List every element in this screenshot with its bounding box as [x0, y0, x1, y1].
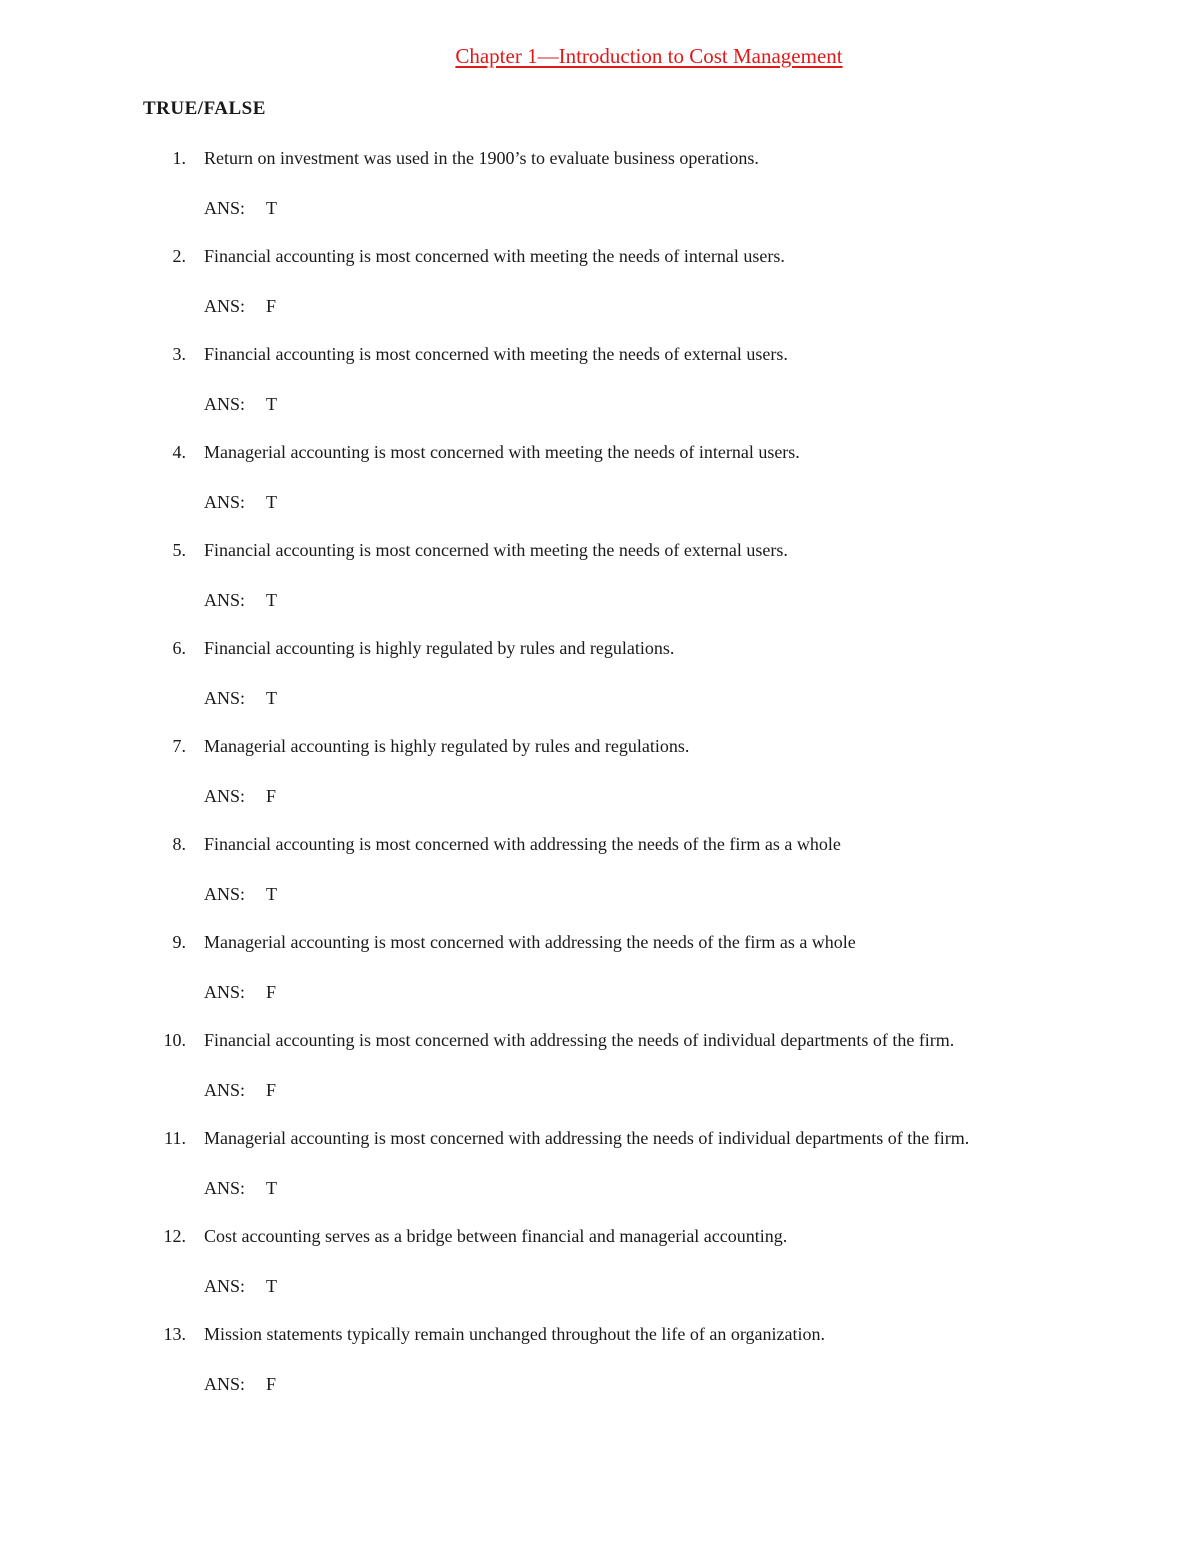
question-text: Financial accounting is most concerned with addressing the needs of individual departments of the firm. — [204, 1030, 955, 1050]
answer-label: ANS: — [204, 296, 246, 316]
question-number: 13. — [163, 1324, 186, 1344]
question-row — [0, 636, 1200, 661]
answer-label: ANS: — [204, 1080, 246, 1100]
answer-line — [204, 490, 1200, 515]
answer-label: ANS: — [204, 786, 246, 806]
question-row — [0, 832, 1200, 857]
answer-label: ANS: — [204, 492, 246, 512]
question-number: 8. — [172, 834, 186, 854]
question-row — [0, 734, 1200, 759]
question-item — [0, 342, 1200, 417]
answer-line — [204, 1372, 1200, 1397]
answer-label: ANS: — [204, 394, 246, 414]
section-heading: TRUE/FALSE — [143, 98, 266, 119]
question-row — [0, 342, 1200, 367]
answer-value: T — [266, 198, 277, 218]
answer-line — [204, 294, 1200, 319]
question-item — [0, 832, 1200, 907]
question-number: 11. — [164, 1128, 186, 1148]
answer-label: ANS: — [204, 982, 246, 1002]
answer-line — [204, 784, 1200, 809]
question-row — [0, 440, 1200, 465]
question-text: Financial accounting is most concerned with meeting the needs of internal users. — [204, 246, 785, 266]
question-row — [0, 1028, 1200, 1053]
question-text: Financial accounting is most concerned with meeting the needs of external users. — [204, 540, 788, 560]
answer-value: T — [266, 492, 277, 512]
answer-label: ANS: — [204, 198, 246, 218]
answer-value: T — [266, 688, 277, 708]
question-number: 3. — [172, 344, 186, 364]
question-item — [0, 244, 1200, 319]
question-item — [0, 1126, 1200, 1201]
question-row — [0, 1126, 1200, 1151]
answer-line — [204, 392, 1200, 417]
question-text: Managerial accounting is most concerned with meeting the needs of internal users. — [204, 442, 800, 462]
answer-value: F — [266, 296, 277, 316]
question-number: 6. — [172, 638, 186, 658]
answer-value: T — [266, 1178, 277, 1198]
question-text: Return on investment was used in the 1900’s to evaluate business operations. — [204, 148, 759, 168]
question-item — [0, 636, 1200, 711]
question-text: Managerial accounting is highly regulated by rules and regulations. — [204, 736, 690, 756]
answer-value: F — [266, 1080, 277, 1100]
answer-value: F — [266, 1374, 277, 1394]
answer-line — [204, 1274, 1200, 1299]
question-number: 12. — [163, 1226, 186, 1246]
answer-label: ANS: — [204, 884, 246, 904]
answer-label: ANS: — [204, 688, 246, 708]
question-item — [0, 1028, 1200, 1103]
question-item — [0, 1224, 1200, 1299]
answer-line — [204, 882, 1200, 907]
question-row — [0, 244, 1200, 269]
answer-line — [204, 1176, 1200, 1201]
question-number: 7. — [172, 736, 186, 756]
question-row — [0, 930, 1200, 955]
question-item — [0, 146, 1200, 221]
question-number: 5. — [172, 540, 186, 560]
answer-value: T — [266, 1276, 277, 1296]
answer-line — [204, 980, 1200, 1005]
question-text: Cost accounting serves as a bridge between financial and managerial accounting. — [204, 1226, 788, 1246]
question-item — [0, 1322, 1200, 1397]
question-text: Financial accounting is highly regulated by rules and regulations. — [204, 638, 675, 658]
question-item — [0, 734, 1200, 809]
question-row — [0, 538, 1200, 563]
answer-value: F — [266, 982, 277, 1002]
question-number: 4. — [172, 442, 186, 462]
question-text: Mission statements typically remain unchanged throughout the life of an organization. — [204, 1324, 826, 1344]
answer-value: T — [266, 394, 277, 414]
question-text: Managerial accounting is most concerned with addressing the needs of individual departments of the firm. — [204, 1128, 970, 1148]
answer-line — [204, 686, 1200, 711]
chapter-title: Chapter 1—Introduction to Cost Management — [455, 44, 843, 68]
question-row — [0, 1224, 1200, 1249]
answer-label: ANS: — [204, 1276, 246, 1296]
answer-value: F — [266, 786, 277, 806]
answer-line — [204, 1078, 1200, 1103]
question-item — [0, 538, 1200, 613]
answer-line — [204, 588, 1200, 613]
question-number: 9. — [172, 932, 186, 952]
question-text: Financial accounting is most concerned with meeting the needs of external users. — [204, 344, 788, 364]
question-number: 1. — [172, 148, 186, 168]
answer-value: T — [266, 590, 277, 610]
answer-label: ANS: — [204, 1178, 246, 1198]
question-number: 10. — [163, 1030, 186, 1050]
question-item — [0, 930, 1200, 1005]
answer-label: ANS: — [204, 590, 246, 610]
question-item — [0, 440, 1200, 515]
question-text: Financial accounting is most concerned with addressing the needs of the firm as a whole — [204, 834, 841, 854]
question-row — [0, 1322, 1200, 1347]
question-number: 2. — [172, 246, 186, 266]
question-row — [0, 146, 1200, 171]
answer-label: ANS: — [204, 1374, 246, 1394]
answer-value: T — [266, 884, 277, 904]
question-text: Managerial accounting is most concerned with addressing the needs of the firm as a whole — [204, 932, 856, 952]
question-list — [0, 146, 1200, 1420]
answer-line — [204, 196, 1200, 221]
